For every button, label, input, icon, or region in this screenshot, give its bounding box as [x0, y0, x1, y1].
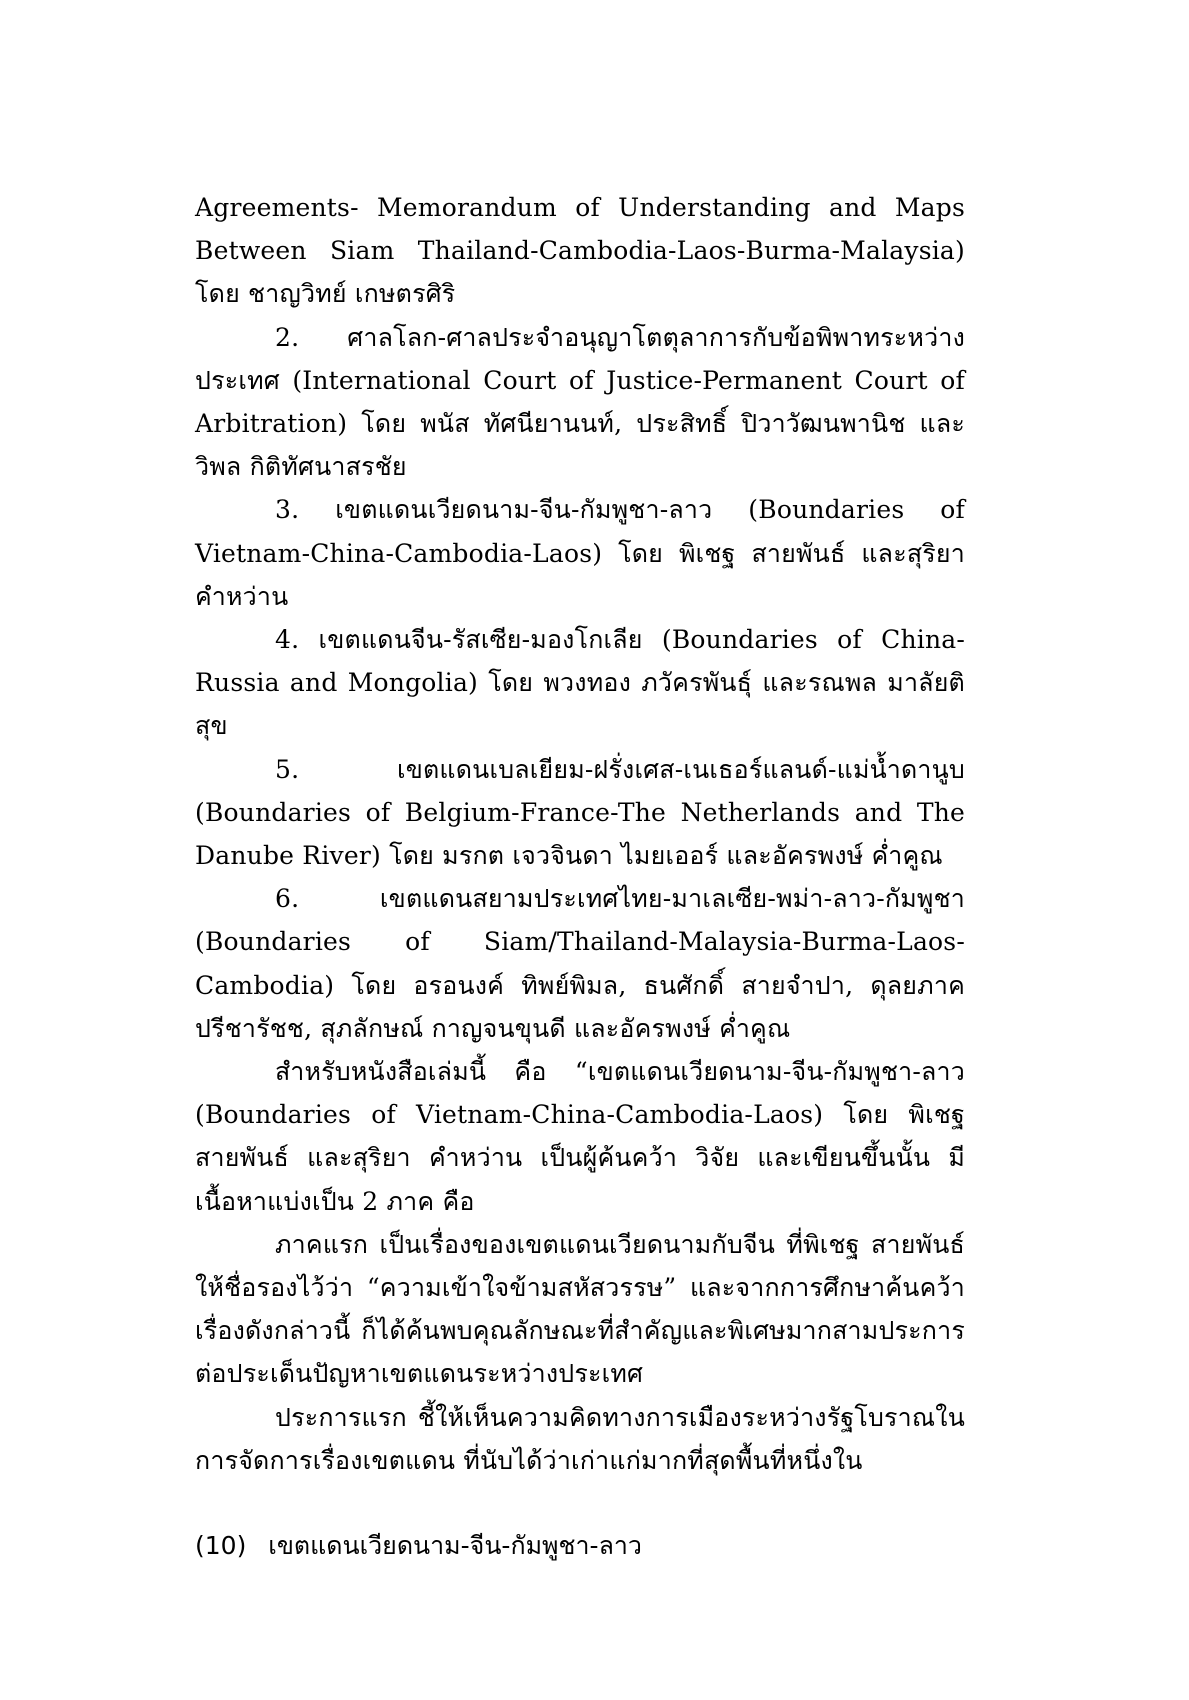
paragraph-item-5: 5. เขตแดนเบลเยียม-ฝรั่งเศส-เนเธอร์แลนด์-แม่น้ำดานูบ (Boundaries of Belgium-France-The Netherlands and The Danube River) โดย มรกต เจวจินดา ไมยเออร์ และอัครพงษ์ ค่ำคูณ: [195, 754, 965, 871]
paragraph-first-point: ประการแรก ชี้ให้เห็นความคิดทางการเมืองระหว่างรัฐโบราณในการจัดการเรื่องเขตแดน ที่นับได้ว่าเก่าแก่มากที่สุดพื้นที่หนึ่งใน: [195, 1402, 965, 1475]
paragraph-item-6: 6. เขตแดนสยามประเทศไทย-มาเลเซีย-พม่า-ลาว-กัมพูชา (Boundaries of Siam/Thailand-Malaysia-Burma-Laos-Cambodia) โดย อรอนงค์ ทิพย์พิมล, ธนศักดิ์ สายจำปา, ดุลยภาค ปรีชารัชช, สุภลักษณ์ กาญจนขุนดี และอัครพงษ์ ค่ำคูณ: [195, 884, 965, 1043]
paragraph-item-2: 2. ศาลโลก-ศาลประจำอนุญาโตตุลาการกับข้อพิพาทระหว่างประเทศ (International Court of Justice-Permanent Court of Arbitration) โดย พนัส ทัศนียานนท์, ประสิทธิ์ ปิวาวัฒนพานิช และ วิพล กิติทัศนาสรชัย: [195, 322, 965, 482]
running-title: เขตแดนเวียดนาม-จีน-กัมพูชา-ลาว: [268, 1531, 642, 1560]
page-footer: [195, 1530, 642, 1562]
paragraph-item-4: 4. เขตแดนจีน-รัสเซีย-มองโกเลีย (Boundaries of China-Russia and Mongolia) โดย พวงทอง ภวัครพันธุ์ และรณพล มาลัยติสุข: [195, 625, 965, 741]
paragraph-item-3: 3. เขตแดนเวียดนาม-จีน-กัมพูชา-ลาว (Boundaries of Vietnam-China-Cambodia-Laos) โดย พิเชฐ สายพันธ์ และสุริยา คำหว่าน: [195, 495, 965, 611]
paragraph-continuation: Agreements- Memorandum of Understanding and Maps Between Siam Thailand-Cambodia-Laos-Burma-Malaysia) โดย ชาญวิทย์ เกษตรศิริ: [195, 193, 965, 309]
body-text: [195, 186, 965, 1482]
paragraph-this-book: สำหรับหนังสือเล่มนี้ คือ “เขตแดนเวียดนาม-จีน-กัมพูชา-ลาว (Boundaries of Vietnam-China-Cambodia-Laos) โดย พิเชฐ สายพันธ์ และสุริยา คำหว่าน เป็นผู้ค้นคว้า วิจัย และเขียนขึ้นนั้น มีเนื้อหาแบ่งเป็น 2 ภาค คือ: [195, 1057, 965, 1216]
page-number: (10): [195, 1531, 247, 1560]
paragraph-part-one: ภาคแรก เป็นเรื่องของเขตแดนเวียดนามกับจีน ที่พิเชฐ สายพันธ์ ให้ชื่อรองไว้ว่า “ความเข้าใจข้ามสหัสวรรษ” และจากการศึกษาค้นคว้าเรื่องดังกล่าวนี้ ก็ได้ค้นพบคุณลักษณะที่สำคัญและพิเศษมากสามประการต่อประเด็นปัญหาเขตแดนระหว่างประเทศ: [195, 1229, 965, 1389]
